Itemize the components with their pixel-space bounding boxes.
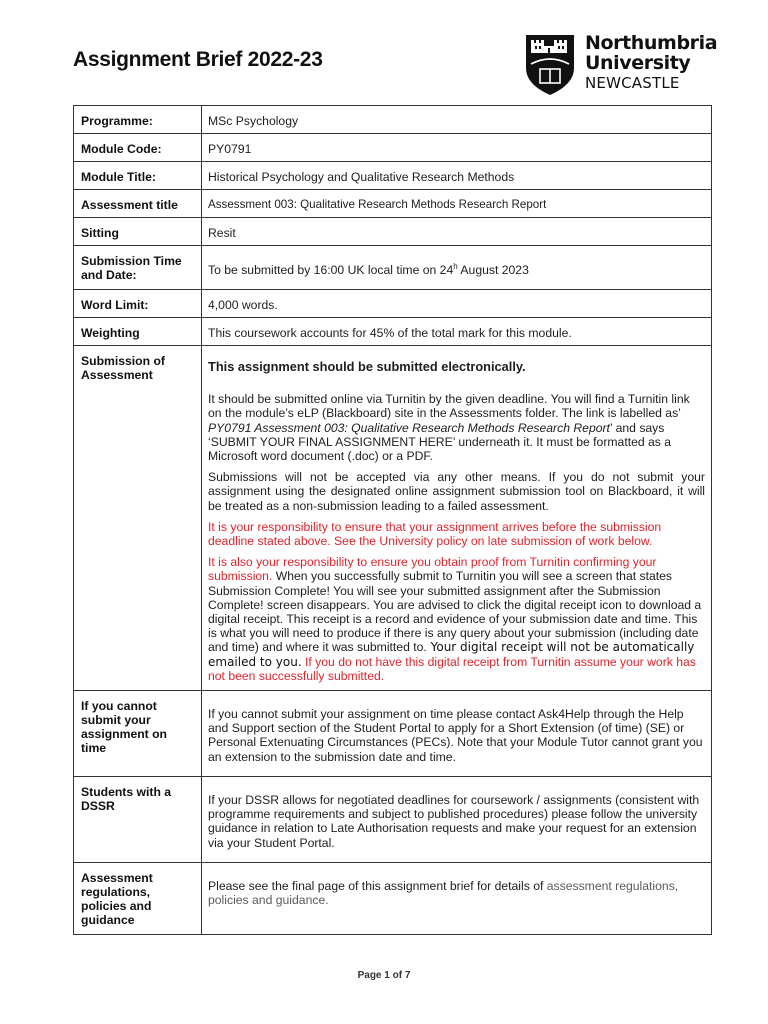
table-row-module-title xyxy=(74,162,712,190)
turnitin-link-label: PY0791 Assessment 003: Qualitative Research Methods Research Report xyxy=(208,420,610,435)
university-logo xyxy=(525,34,725,96)
logo-line-northumbria: Northumbria xyxy=(585,32,718,54)
row-value: 4,000 words. xyxy=(202,290,712,318)
receipt-not-emailed: Your digital receipt will not be automatically emailed to you. xyxy=(208,640,695,669)
row-value: MSc Psychology xyxy=(202,106,712,134)
row-label: Sitting xyxy=(74,218,202,246)
page-number: Page 1 of 7 xyxy=(357,970,411,981)
turnitin-instructions-part2: ’ and says ‘SUBMIT YOUR FINAL ASSIGNMENT HERE’ underneath it. It must be formatted as a Microsoft word document (.doc) or a PDF. xyxy=(208,420,672,464)
row-value xyxy=(202,246,712,290)
row-label: Word Limit: xyxy=(74,290,202,318)
table-row-regulations xyxy=(74,862,712,934)
table-row-word-limit xyxy=(74,290,712,318)
row-label: Assessment title xyxy=(74,190,202,218)
table-row-cannot-submit xyxy=(74,691,712,777)
no-receipt-warning: If you do not have this digital receipt from Turnitin assume your work has not been successfully submitted. xyxy=(208,654,696,683)
proof-warning: It is also your responsibility to ensure you obtain proof from Turnitin confirming your submission. xyxy=(208,555,657,584)
extension-instructions: If you cannot submit your assignment on time please contact Ask4Help through the Help and Support section of the Student Portal to apply for a Short Extension (of time) (SE) or Personal Extenuating Circumstances (PECs). Note that your Module Tutor cannot grant you an extension to the submission date and time. xyxy=(208,707,703,764)
table-row-submission-time xyxy=(74,246,712,290)
responsibility-warning: It is your responsibility to ensure that your assignment arrives before the submission deadline stated above. See the University policy on late submission of work below. xyxy=(208,519,662,549)
table-row-dssr xyxy=(74,777,712,863)
northumbria-crest-icon xyxy=(525,34,575,96)
row-label: Assessment regulations, policies and guidance xyxy=(74,862,202,934)
row-label: Submission Time and Date: xyxy=(74,246,202,290)
electronic-submission-notice: This assignment should be submitted electronically. xyxy=(208,359,526,374)
table-row-submission-of-assessment xyxy=(74,346,712,691)
row-label: Weighting xyxy=(74,318,202,346)
row-value xyxy=(202,777,712,863)
receipt-instructions: When you successfully submit to Turnitin you will see a screen that states Submission Complete! You will see your submitted assignment after the Submission Complete! screen disappears. You are advised to click the digital receipt icon to download a digital receipt. This receipt is a record and evidence of your submission date and time. This is what you will need to produce if there is any query about your submission (including date and time) and where it was submitted to. xyxy=(208,569,702,655)
row-value: This coursework accounts for 45% of the total mark for this module. xyxy=(202,318,712,346)
turnitin-instructions xyxy=(208,392,705,463)
table-row-programme xyxy=(74,106,712,134)
regulations-text xyxy=(208,879,705,907)
row-value xyxy=(202,346,712,691)
logo-line-university: University xyxy=(585,52,691,74)
row-value: Historical Psychology and Qualitative Research Methods xyxy=(202,162,712,190)
logo-line-newcastle: NEWCASTLE xyxy=(585,74,680,92)
ordinal-suffix: h xyxy=(453,262,458,272)
row-label: Submission of Assessment xyxy=(74,346,202,691)
row-value xyxy=(202,691,712,777)
table-row-assessment-title xyxy=(74,190,712,218)
row-value: Resit xyxy=(202,218,712,246)
table-row-weighting xyxy=(74,318,712,346)
row-label: Module Title: xyxy=(74,162,202,190)
row-label: Programme: xyxy=(74,106,202,134)
regulations-text-part1: Please see the final page of this assignment brief for details of xyxy=(208,878,547,893)
row-label: Module Code: xyxy=(74,134,202,162)
assignment-details-table xyxy=(73,105,712,935)
table-row-sitting xyxy=(74,218,712,246)
row-label: If you cannot submit your assignment on time xyxy=(74,691,202,777)
turnitin-instructions-part1: It should be submitted online via Turnitin by the given deadline. You will find a Turnitin link on the module’s eLP (Blackboard) site in the Assessments folder. The link is labelled as’ xyxy=(208,392,690,421)
submission-deadline-month: August 2023 xyxy=(457,263,529,278)
table-row-module-code xyxy=(74,134,712,162)
row-value xyxy=(202,862,712,934)
other-means-warning: Submissions will not be accepted via any other means. If you do not submit your assignment using the designated online assignment submission tool on Blackboard, it will be treated as a non-submission leading to a failed assessment. xyxy=(208,470,705,513)
proof-of-submission-paragraph xyxy=(208,555,705,683)
row-value: Assessment 003: Qualitative Research Methods Research Report xyxy=(202,190,712,218)
row-value: PY0791 xyxy=(202,134,712,162)
submission-deadline-text: To be submitted by 16:00 UK local time on 24 xyxy=(208,263,454,278)
dssr-instructions: If your DSSR allows for negotiated deadlines for coursework / assignments (consistent with programme requirements and subject to published procedures) please follow the university guidance in relation to Late Authorisation requests and make your request for an extension via your Student Portal. xyxy=(208,793,700,850)
row-label: Students with a DSSR xyxy=(74,777,202,863)
page-title: Assignment Brief 2022-23 xyxy=(73,48,323,71)
regulations-link-text: assessment regulations, policies and guidance. xyxy=(208,878,679,908)
